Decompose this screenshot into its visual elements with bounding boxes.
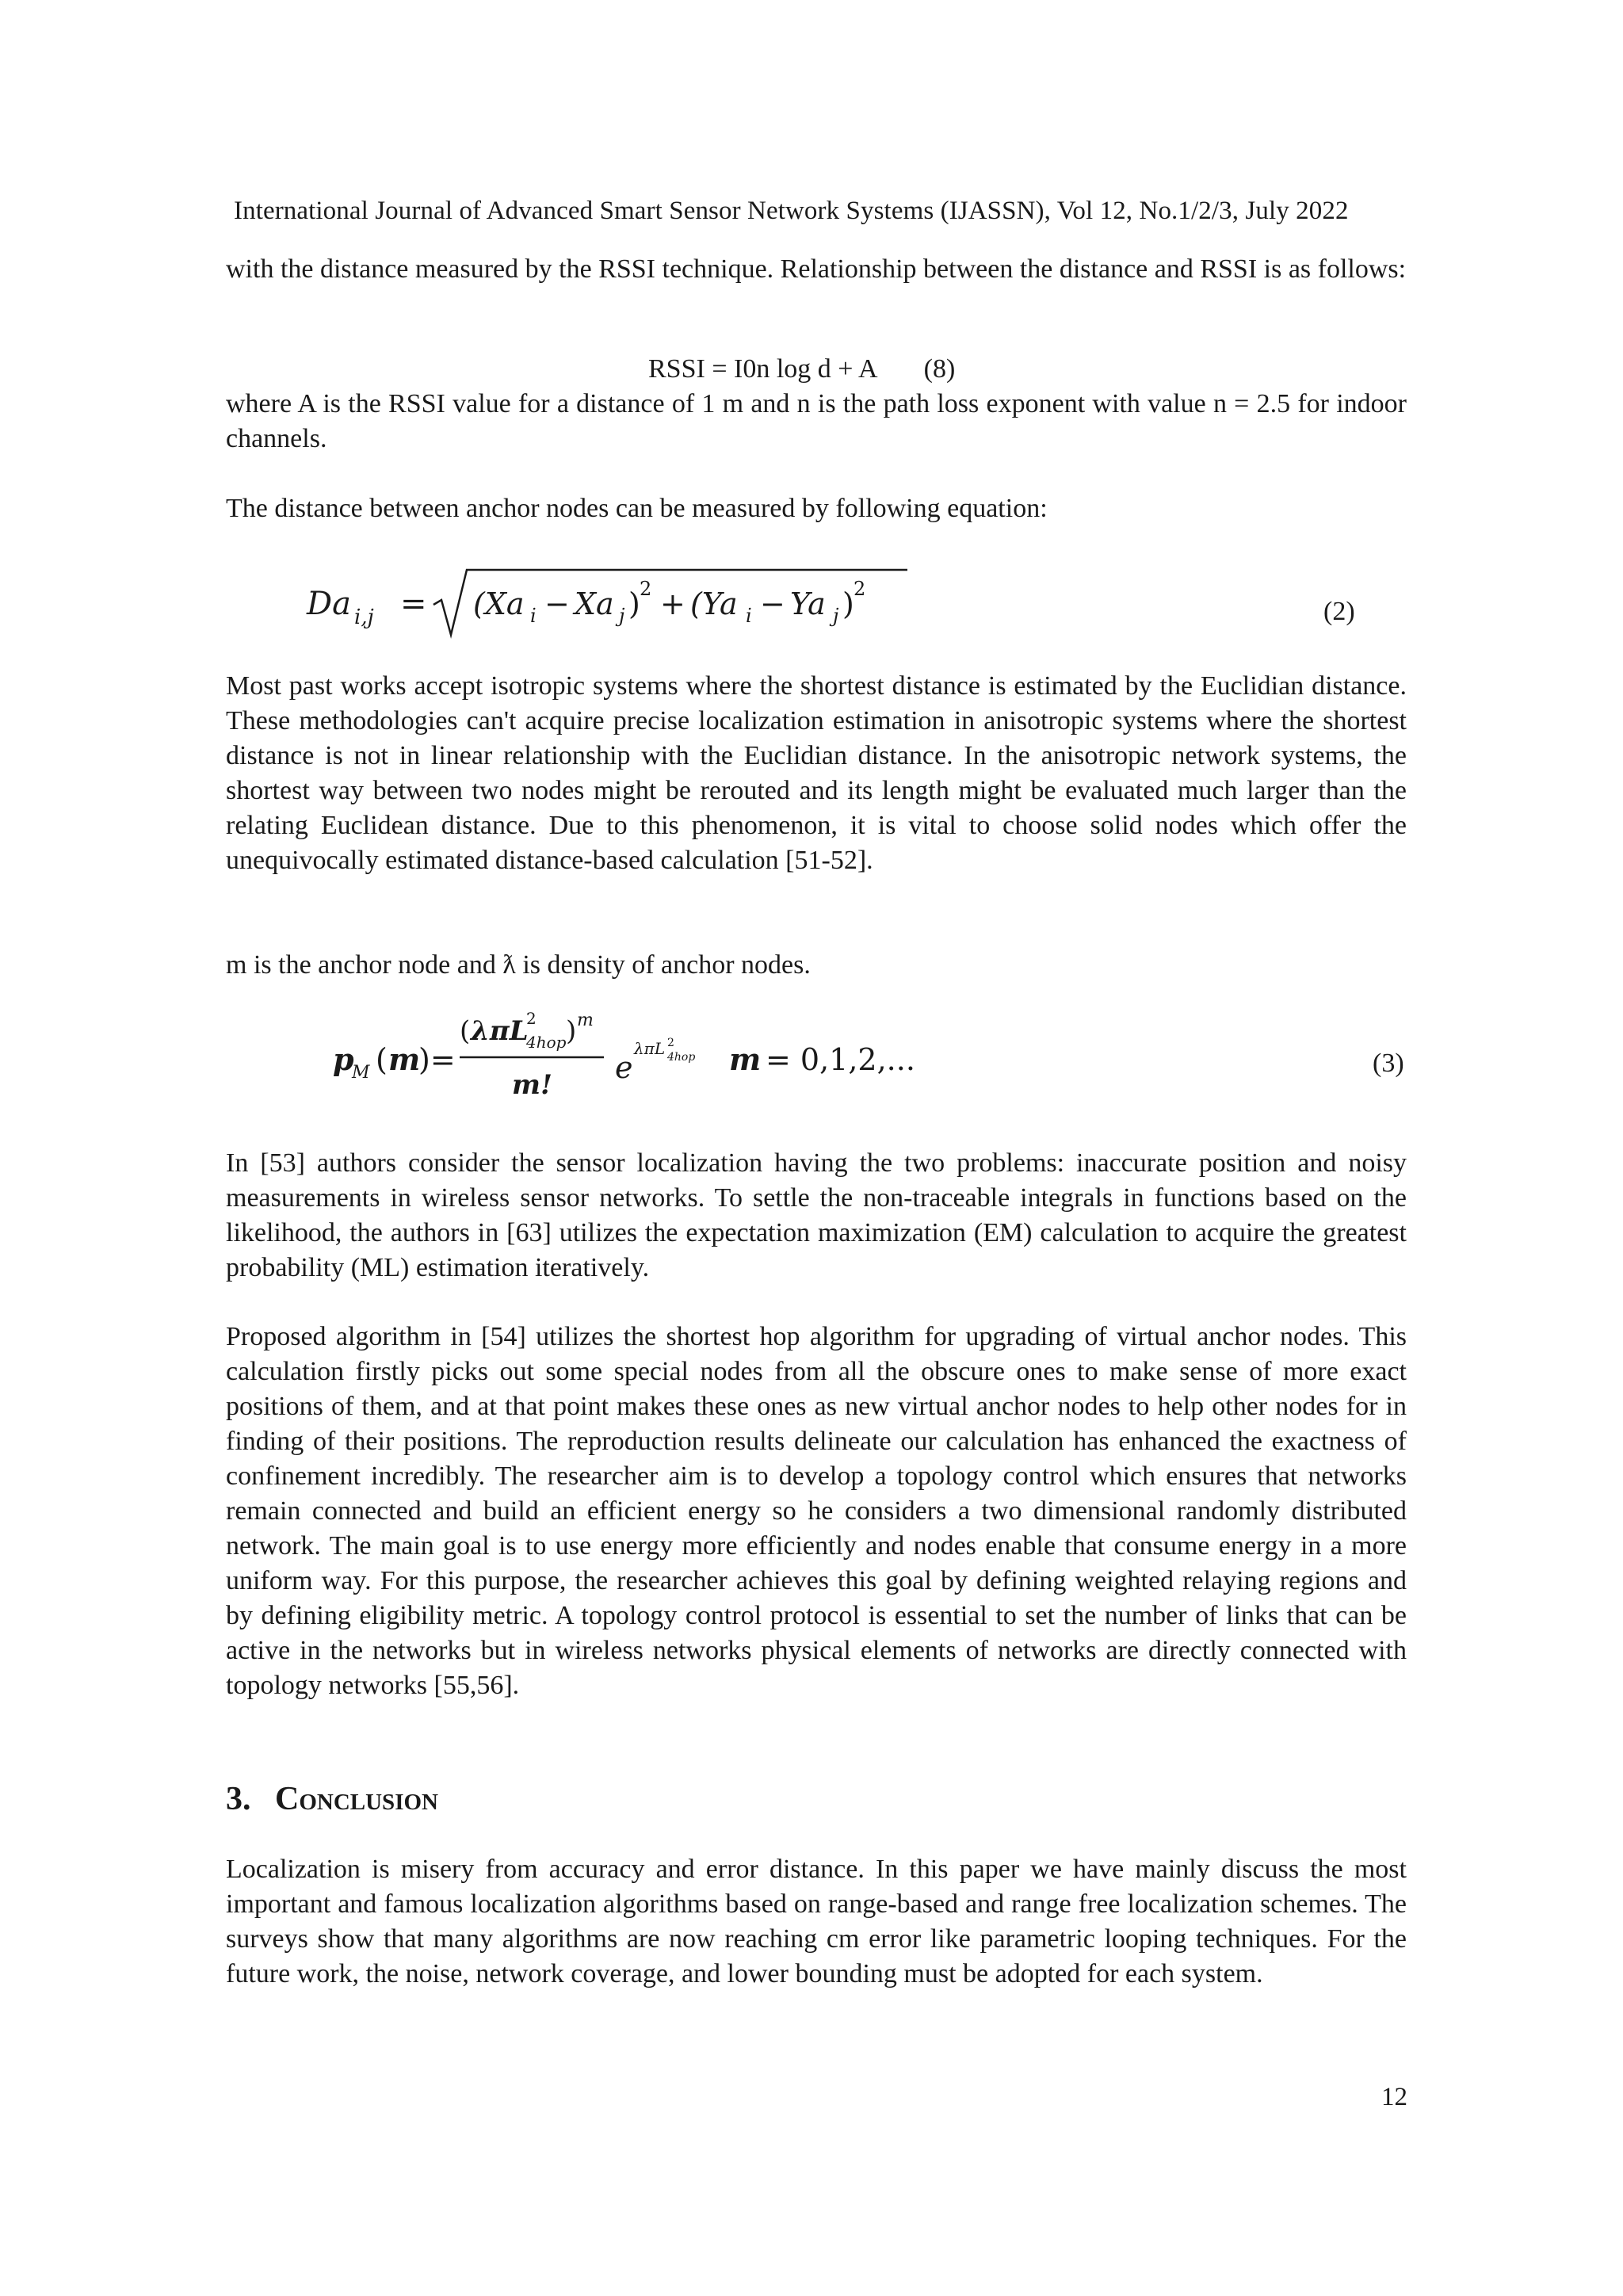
- svg-text:+: +: [660, 586, 685, 621]
- svg-text:M: M: [352, 1063, 370, 1083]
- section-heading-conclusion: [226, 1780, 438, 1818]
- svg-text:m: m: [577, 1010, 594, 1030]
- svg-text:Ya: Ya: [790, 586, 826, 621]
- svg-text:= 0,1,2,...: = 0,1,2,...: [766, 1042, 915, 1077]
- svg-text:i: i: [530, 605, 537, 627]
- svg-text:λπL: λπL: [634, 1039, 666, 1058]
- page-number: 12: [1381, 2083, 1407, 2111]
- equation-poisson: [325, 1005, 927, 1108]
- svg-text:i,j: i,j: [354, 606, 374, 629]
- svg-text:p: p: [333, 1041, 354, 1077]
- svg-text:λπL: λπL: [471, 1015, 529, 1047]
- equation-rssi: [648, 352, 955, 387]
- section-number: 3.: [226, 1781, 251, 1817]
- running-header: International Journal of Advanced Smart Sensor Network Systems (IJASSN), Vol 12, No.1/2/3, July 2022: [234, 197, 1349, 225]
- svg-text:4hop: 4hop: [526, 1033, 567, 1052]
- svg-text:2: 2: [667, 1037, 674, 1049]
- paragraph-shortest-hop: Proposed algorithm in [54] utilizes the shortest hop algorithm for upgrading of virtual anchor nodes. This calculation firstly picks out some special nodes from all the obscure ones to make sense of more exact positions of them, and at that point makes these ones as new virtual anchor nodes to help other nodes for in finding of their positions. The reproduction results delineate our calculation has enhanced the exactness of confinement incredibly. The researcher aim is to develop a topology control which ensures that networks remain connected and build an efficient energy so he considers a two dimensional randomly distributed network. The main goal is to use energy more efficiently and nodes enable that consume energy in a more uniform way. For this purpose, the researcher achieves this goal by defining weighted relaying regions and by defining eligibility metric. A topology control protocol is essential to set the number of links that can be active in the networks but in wireless networks physical elements of networks are directly connected with topology networks [55,56].: [226, 1322, 1407, 1700]
- equation-rssi-number: (8): [923, 354, 956, 384]
- paragraph-anchor-density: m is the anchor node and ƛ is density of anchor nodes.: [226, 950, 811, 980]
- svg-text:(: (: [460, 1015, 471, 1047]
- paragraph-isotropic-systems: Most past works accept isotropic systems where the shortest distance is estimated by the Euclidian distance. These methodologies can't acquire precise localization estimation in anisotropic systems where the shortest distance is not in linear relationship with the Euclidian distance. In the anisotropic network systems, the shortest way between two nodes might be rerouted and its length might be evaluated much larger than the relating Euclidean distance. Due to this phenomenon, it is vital to choose solid nodes which offer the unequivocally estimated distance-based calculation [51-52].: [226, 671, 1407, 875]
- svg-text:2: 2: [526, 1009, 537, 1028]
- svg-text:=: =: [400, 586, 427, 622]
- svg-text:(: (: [376, 1042, 388, 1077]
- svg-text:e: e: [615, 1050, 633, 1085]
- svg-text:(Xa: (Xa: [473, 586, 525, 621]
- svg-text:2: 2: [854, 578, 866, 600]
- svg-text:4hop: 4hop: [667, 1051, 696, 1064]
- svg-text:): ): [566, 1015, 577, 1047]
- svg-text:)=: )=: [418, 1042, 456, 1077]
- svg-text:−: −: [544, 586, 570, 621]
- svg-text:(Ya: (Ya: [690, 586, 738, 621]
- svg-text:−: −: [760, 586, 785, 621]
- equation-distance-number: (2): [1323, 597, 1355, 626]
- equation-rssi-text: RSSI = I0n log d + A: [648, 354, 878, 384]
- paragraph-conclusion: Localization is misery from accuracy and error distance. In this paper we have mainly discuss the most important and famous localization algorithms based on range-based and range free localization schemes. The surveys show that many algorithms are now reaching cm error like parametric looping techniques. For the future work, the noise, network coverage, and lower bounding must be adopted for each system.: [226, 1855, 1407, 1988]
- svg-text:Da: Da: [307, 586, 351, 622]
- paragraph-em-localization: In [53] authors consider the sensor localization having the two problems: inaccurate position and noisy measurements in wireless sensor networks. To settle the non-traceable integrals in functions based on the likelihood, the authors in [63] utilizes the expectation maximization (EM) calculation to acquire the greatest probability (ML) estimation iteratively.: [226, 1148, 1407, 1282]
- svg-text:j: j: [833, 605, 839, 627]
- paragraph-distance-intro: The distance between anchor nodes can be measured by following equation:: [226, 494, 1048, 523]
- equation-poisson-number: (3): [1373, 1049, 1404, 1078]
- paragraph-rssi-explanation: where A is the RSSI value for a distance of 1 m and n is the path loss exponent with value n = 2.5 for indoor channels.: [226, 389, 1407, 453]
- section-title: Conclusion: [275, 1781, 438, 1817]
- svg-text:2: 2: [640, 578, 652, 600]
- svg-text:j: j: [619, 605, 625, 627]
- svg-text:): ): [628, 586, 640, 621]
- svg-text:m: m: [388, 1041, 421, 1077]
- svg-text:m!: m!: [512, 1069, 552, 1101]
- svg-text:i: i: [746, 605, 752, 627]
- svg-text:): ): [842, 586, 854, 621]
- equation-distance: [297, 559, 915, 646]
- paragraph-rssi-intro: with the distance measured by the RSSI technique. Relationship between the distance and RSSI is as follows:: [226, 254, 1407, 284]
- svg-text:Xa: Xa: [575, 586, 614, 621]
- svg-text:m: m: [729, 1041, 762, 1077]
